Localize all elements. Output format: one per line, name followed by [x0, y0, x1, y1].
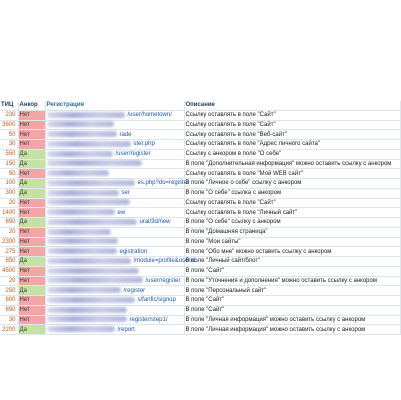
redacted-domain	[47, 326, 115, 332]
table-row[interactable]	[0, 286, 400, 296]
tic-cell[interactable]: 800	[0, 296, 18, 306]
table-row[interactable]	[0, 169, 400, 179]
tic-cell[interactable]: 150	[0, 159, 18, 169]
anchor-cell[interactable]: Нет	[18, 130, 45, 140]
redacted-domain	[47, 199, 130, 205]
redacted-domain	[47, 316, 127, 322]
registration-link-cell[interactable]	[45, 257, 196, 267]
description-cell[interactable]: Ссылку оставлять в поле "Сайт"	[184, 120, 400, 130]
anchor-cell[interactable]: Нет	[18, 296, 45, 306]
registration-link-path[interactable]: rade	[119, 131, 132, 138]
description-cell[interactable]: В поле "Сайт"	[184, 296, 400, 306]
table-row[interactable]	[0, 159, 400, 169]
registration-link-path[interactable]: ster.php	[133, 141, 155, 148]
description-cell[interactable]: В поле "Личная информация" можно оставить ссылку с анкором	[184, 315, 400, 325]
table-row[interactable]	[0, 198, 400, 208]
redacted-domain	[47, 190, 119, 196]
registration-link-cell[interactable]	[45, 315, 184, 325]
header-anchor[interactable]: Анкор	[18, 101, 45, 110]
description-cell[interactable]: В поле "Мои сайты"	[184, 237, 400, 247]
anchor-cell[interactable]: Да	[18, 188, 45, 198]
anchor-cell[interactable]: Да	[18, 149, 45, 159]
tic-cell[interactable]: 2300	[0, 237, 18, 247]
tic-cell[interactable]: 50	[0, 169, 18, 179]
redacted-domain	[47, 121, 114, 127]
registration-link-cell[interactable]	[45, 218, 184, 228]
tic-cell[interactable]: 850	[0, 257, 18, 267]
registration-link-path[interactable]: /report	[117, 326, 135, 333]
redacted-domain	[47, 297, 135, 303]
anchor-cell[interactable]: Да	[18, 257, 45, 267]
tic-cell[interactable]: 3600	[0, 120, 18, 130]
anchor-cell[interactable]: Нет	[18, 237, 45, 247]
redacted-domain	[47, 258, 131, 264]
redacted-domain	[47, 287, 121, 293]
description-cell[interactable]: Ссылку оставлять в поле "Веб-сайт"	[184, 130, 400, 140]
table-row[interactable]	[0, 218, 400, 228]
anchor-cell[interactable]: Нет	[18, 276, 45, 286]
table-row[interactable]	[0, 110, 400, 120]
table-row[interactable]	[0, 247, 400, 257]
tic-cell[interactable]: 30	[0, 140, 18, 150]
registration-link-path[interactable]: s/fanfic/signup	[137, 297, 176, 304]
registration-link-cell[interactable]	[45, 159, 184, 169]
table-row[interactable]	[0, 130, 400, 140]
tic-cell[interactable]: 300	[0, 188, 18, 198]
anchor-cell[interactable]: Нет	[18, 140, 45, 150]
description-cell[interactable]: В поле "Сайт"	[184, 266, 400, 276]
description-cell[interactable]: В поле "Персональный сайт"	[184, 286, 400, 296]
description-cell[interactable]: Ссылку оставлять в поле "Адрес личного сайта"	[184, 140, 400, 150]
table-row[interactable]	[0, 179, 400, 189]
registration-link-path[interactable]: egistration	[119, 248, 148, 255]
tic-cell[interactable]: 20	[0, 276, 18, 286]
description-cell[interactable]: В поле "Дополнительная информация" можно оставить ссылку с анкором	[184, 159, 400, 169]
anchor-cell[interactable]: Нет	[18, 198, 45, 208]
description-cell[interactable]: Ссылку оставлять в поле "Мой WEB сайт"	[184, 169, 400, 179]
tic-cell[interactable]: 550	[0, 149, 18, 159]
description-cell[interactable]: В поле "Обо мне" можно оставить ссылку с анкором	[184, 247, 400, 257]
header-registration[interactable]: Регистрация	[45, 101, 184, 110]
registration-link-cell[interactable]	[45, 296, 184, 306]
redacted-domain	[47, 307, 127, 313]
description-cell[interactable]: В поле "Уточнения и дополнения" можно оставить ссылку с анкором	[184, 276, 400, 286]
redacted-domain	[47, 268, 139, 274]
registration-link-path[interactable]: es.php?do=register	[137, 180, 190, 187]
registration-link-cell[interactable]	[45, 276, 184, 286]
anchor-cell[interactable]: Нет	[18, 305, 45, 315]
table-row[interactable]	[0, 120, 400, 130]
registration-link-cell[interactable]	[45, 140, 184, 150]
table-row[interactable]	[0, 325, 400, 335]
redacted-domain	[47, 141, 131, 147]
registration-link-path[interactable]: /user/register	[115, 151, 151, 158]
description-cell[interactable]: Ссылку с анкором в поле "О себе"	[184, 149, 400, 159]
anchor-cell[interactable]: Да	[18, 325, 45, 335]
tic-cell[interactable]: 20	[0, 198, 18, 208]
table-row[interactable]	[0, 305, 400, 315]
table-row[interactable]	[0, 208, 400, 218]
registration-link-path[interactable]: /user/hometown/	[127, 112, 172, 119]
description-cell[interactable]: В поле "Личный сайт/блог"	[184, 257, 400, 267]
redacted-domain	[47, 219, 137, 225]
table-row[interactable]	[0, 149, 400, 159]
registration-link-cell[interactable]	[45, 266, 184, 276]
registration-link-cell[interactable]	[45, 179, 190, 189]
redacted-domain	[47, 248, 117, 254]
sites-table	[0, 101, 401, 335]
redacted-domain	[47, 112, 125, 118]
spreadsheet	[0, 101, 400, 335]
registration-link-cell[interactable]	[45, 169, 184, 179]
redacted-domain	[47, 229, 111, 235]
redacted-domain	[47, 238, 118, 244]
registration-link-path[interactable]: ew	[117, 209, 126, 216]
table-row[interactable]	[0, 266, 400, 276]
tic-cell[interactable]: 230	[0, 110, 18, 120]
tic-cell[interactable]: 50	[0, 130, 18, 140]
redacted-domain	[47, 151, 113, 157]
description-cell[interactable]: В поле "Личное о себе" ссылку с анкором	[184, 179, 400, 189]
tic-cell[interactable]: 1400	[0, 208, 18, 218]
anchor-cell[interactable]: Нет	[18, 110, 45, 120]
registration-link-path[interactable]: /module=profile&userid	[133, 258, 196, 265]
registration-link-cell[interactable]	[45, 247, 184, 257]
redacted-domain	[47, 209, 115, 215]
description-cell[interactable]: В поле "О себе" ссылка с анкором	[184, 188, 400, 198]
anchor-cell[interactable]: Нет	[18, 120, 45, 130]
anchor-cell[interactable]: Да	[18, 159, 45, 169]
table-body	[0, 110, 400, 334]
header-row	[0, 101, 400, 110]
redacted-domain	[47, 131, 117, 137]
description-cell[interactable]: Ссылку оставлять в поле "Сайт"	[184, 198, 400, 208]
registration-link-cell[interactable]	[45, 120, 184, 130]
anchor-cell[interactable]: Нет	[18, 227, 45, 237]
table-row[interactable]	[0, 257, 400, 267]
anchor-cell[interactable]: Нет	[18, 208, 45, 218]
tic-cell[interactable]: 20	[0, 227, 18, 237]
registration-link-cell[interactable]	[45, 227, 184, 237]
table-row[interactable]	[0, 276, 400, 286]
description-cell[interactable]: Ссылку оставлять в поле "Личный сайт"	[184, 208, 400, 218]
registration-link-cell[interactable]	[45, 188, 184, 198]
registration-link-cell[interactable]	[45, 305, 184, 315]
header-tic[interactable]: ТИЦ	[0, 101, 18, 110]
header-description[interactable]: Описание	[184, 101, 400, 110]
tic-cell[interactable]: 2200	[0, 325, 18, 335]
table-row[interactable]	[0, 188, 400, 198]
tic-cell[interactable]: 275	[0, 247, 18, 257]
registration-link-cell[interactable]	[45, 325, 184, 335]
table-row[interactable]	[0, 227, 400, 237]
anchor-cell[interactable]: Да	[18, 286, 45, 296]
tic-cell[interactable]: 30	[0, 315, 18, 325]
description-cell[interactable]: В поле "Домашняя страница"	[184, 227, 400, 237]
registration-link-cell[interactable]	[45, 286, 184, 296]
tic-cell[interactable]: 100	[0, 179, 18, 189]
tic-cell[interactable]: 850	[0, 305, 18, 315]
redacted-domain	[47, 160, 142, 166]
description-cell[interactable]: В поле "О себе" ссылку с анкором	[184, 218, 400, 228]
anchor-cell[interactable]: Да	[18, 179, 45, 189]
description-cell[interactable]: В поле "Сайт"	[184, 305, 400, 315]
anchor-cell[interactable]: Нет	[18, 266, 45, 276]
registration-link-path[interactable]: /register	[123, 287, 146, 294]
registration-link-path[interactable]: register/step1/	[129, 316, 168, 323]
table-row[interactable]	[0, 237, 400, 247]
registration-link-path[interactable]: /user/register	[145, 277, 181, 284]
redacted-domain	[47, 170, 109, 176]
table-row[interactable]	[0, 315, 400, 325]
description-cell[interactable]: Ссылку оставлять в поле "Сайт"	[184, 110, 400, 120]
registration-link-cell[interactable]	[45, 208, 184, 218]
description-cell[interactable]: В поле "Личная информация" можно оставить ссылку с анкором	[184, 325, 400, 335]
tic-cell[interactable]: 250	[0, 286, 18, 296]
table-row[interactable]	[0, 296, 400, 306]
redacted-domain	[47, 277, 143, 283]
registration-link-cell[interactable]	[45, 149, 184, 159]
anchor-cell[interactable]: Да	[18, 218, 45, 228]
table-row[interactable]	[0, 140, 400, 150]
anchor-cell[interactable]: Нет	[18, 169, 45, 179]
tic-cell[interactable]: 850	[0, 218, 18, 228]
anchor-cell[interactable]: Нет	[18, 247, 45, 257]
registration-link-cell[interactable]	[45, 110, 184, 120]
registration-link-cell[interactable]	[45, 198, 184, 208]
tic-cell[interactable]: 4500	[0, 266, 18, 276]
registration-link-cell[interactable]	[45, 130, 184, 140]
anchor-cell[interactable]: Нет	[18, 315, 45, 325]
redacted-domain	[47, 180, 135, 186]
registration-link-path[interactable]: ser	[121, 190, 130, 197]
registration-link-path[interactable]: ural/3d/new	[139, 219, 171, 226]
registration-link-cell[interactable]	[45, 237, 184, 247]
